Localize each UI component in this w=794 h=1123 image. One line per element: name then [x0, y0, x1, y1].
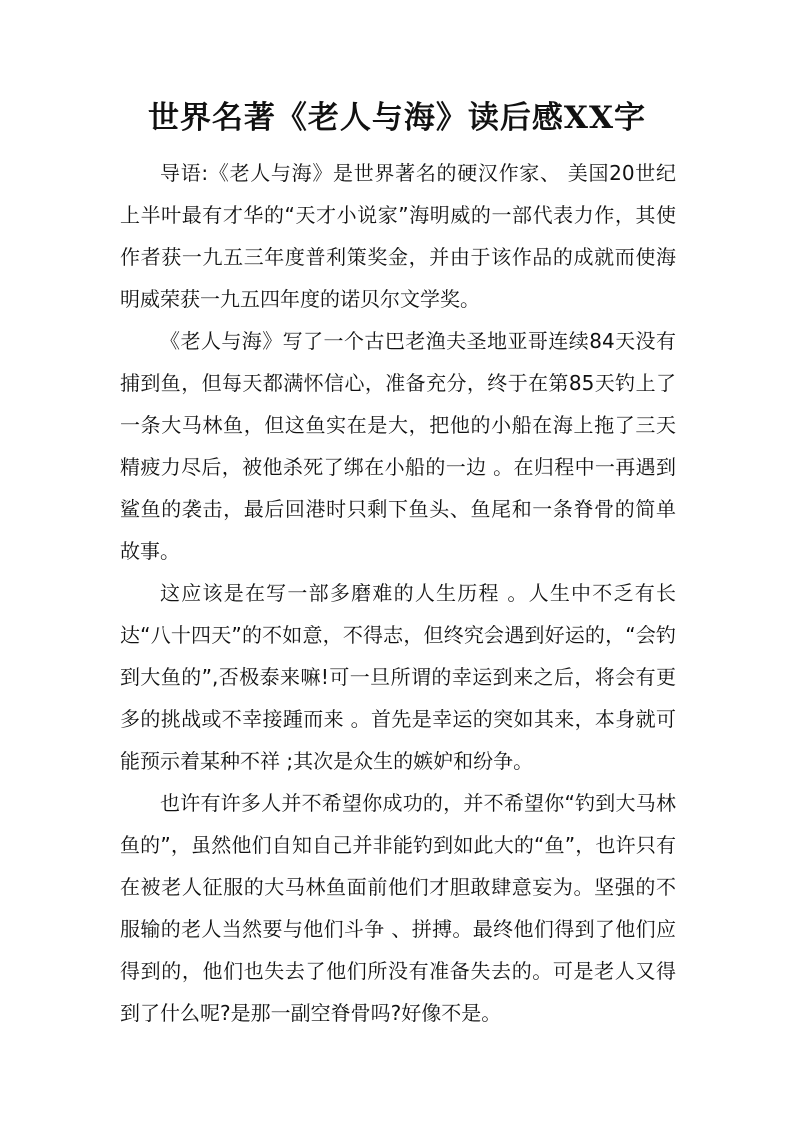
document-body: [120, 152, 676, 1034]
paragraph-story-summary: 《老人与海》写了一个古巴老渔夫圣地亚哥连续84天没有捕到鱼，但每天都满怀信心，准备充分，终于在第85天钓上了一条大马林鱼，但这鱼实在是大，把他的小船在海上拖了三天精疲力尽后，被他杀死了绑在小船的一边 。在归程中一再遇到鲨鱼的袭击，最后回港时只剩下鱼头、鱼尾和一条脊骨的简单故事。: [120, 329, 676, 563]
document-title: 世界名著《老人与海》读后感XX字: [147, 100, 647, 136]
paragraph-life-journey: 这应该是在写一部多磨难的人生历程 。人生中不乏有长达“八十四天”的不如意，不得志，但终究会遇到好运的，“会钓到大鱼的”,否极泰来嘛!可一旦所谓的幸运到来之后，将会有更多的挑战或不幸接踵而来 。首先是幸运的突如其来，本身就可能预示着某种不祥 ;其次是众生的嫉妒和纷争。: [120, 581, 676, 773]
paragraph-struggle: 也许有许多人并不希望你成功的，并不希望你“钓到大马林鱼的”，虽然他们自知自己并非能钓到如此大的“鱼”，也许只有在被老人征服的大马林鱼面前他们才胆敢肆意妄为。坚强的不服输的老人当然要与他们斗争 、拼搏。最终他们得到了他们应得到的，他们也失去了他们所没有准备失去的。可是老人又得到了什么呢?是那一副空脊骨吗?好像不是。: [120, 791, 676, 1025]
paragraph-intro: 导语:《老人与海》是世界著名的硬汉作家、 美国20世纪上半叶最有才华的“天才小说家”海明威的一部代表力作，其使作者获一九五三年度普利策奖金，并由于该作品的成就而使海明威荣获一九五四年度的诺贝尔文学奖。: [120, 161, 676, 311]
